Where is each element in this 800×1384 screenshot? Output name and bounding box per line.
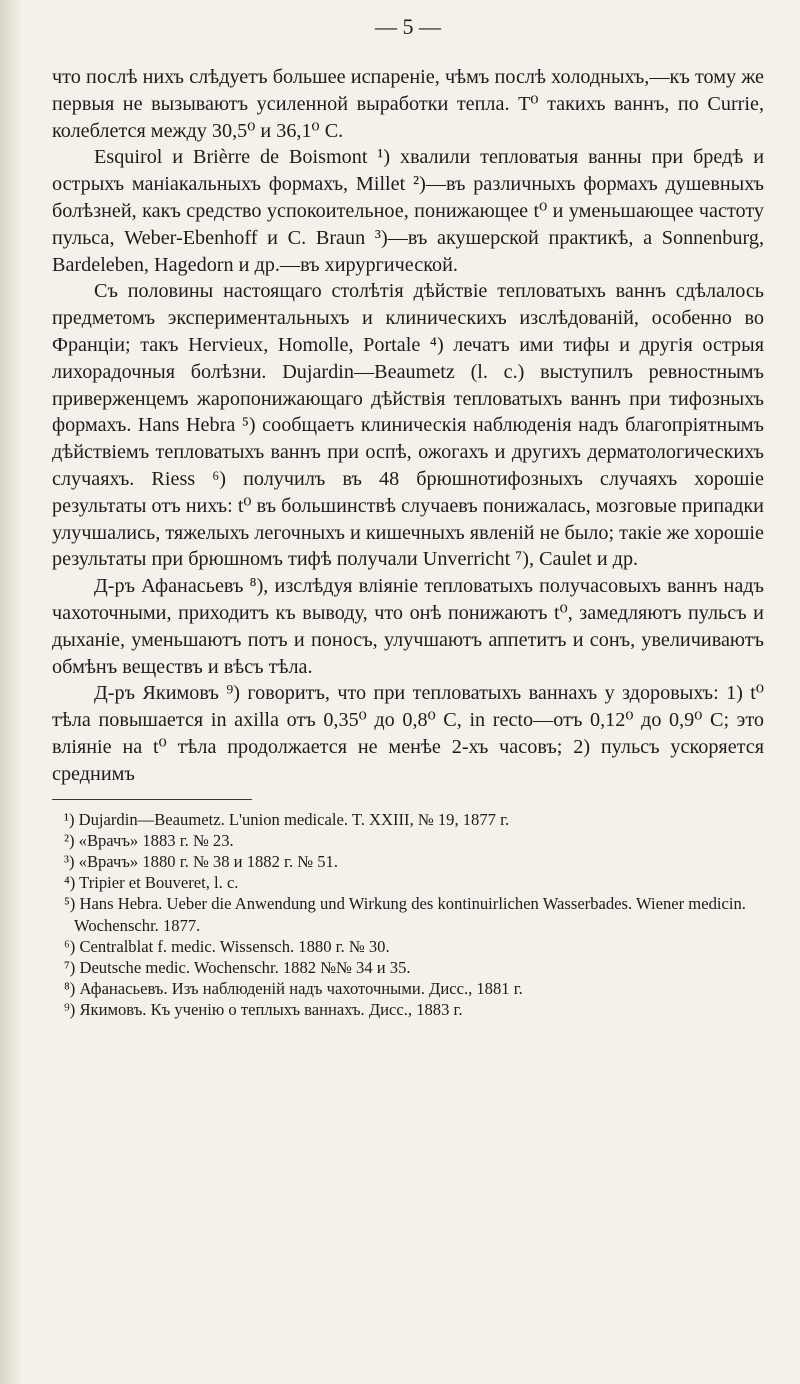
footnote-8: ⁸) Афанасьевъ. Изъ наблюденій надъ чахоточными. Дисс., 1881 г. [64, 979, 523, 999]
footnote-9: ⁹) Якимовъ. Къ ученію о теплыхъ ваннахъ. Дисс., 1883 г. [64, 1000, 463, 1020]
page-number: — 5 — [375, 14, 441, 39]
footnote-5: ⁵) Hans Hebra. Ueber die Anwendung und Wirkung des kontinuirlichen Wasserbades. Wiener medicin. Wochenschr. 1877. [64, 894, 746, 935]
document-page [52, 14, 764, 1021]
paragraph-2: Esquirol и Brièrre de Boismont ¹) хвалили тепловатыя ванны при бредѣ и острыхъ маніакальныхъ формахъ, Millet ²)—въ различныхъ формахъ душевныхъ болѣзней, какъ средство успокоительное, понижающее t⁰ и уменьшающее частоту пульса, Weber-Ebenhoff и C. Braun ³)—въ акушерской практикѣ, а Sonnenburg, Bardeleben, Hagedorn и др.—въ хирургической. [52, 146, 764, 276]
footnote-7: ⁷) Deutsche medic. Wochenschr. 1882 №№ 34 и 35. [64, 957, 411, 977]
paragraph-3: Съ половины настоящаго столѣтія дѣйствіе тепловатыхъ ваннъ сдѣлалось предметомъ экспериментальныхъ и клиническихъ изслѣдованій, особенно во Франціи; такъ Hervieux, Homolle, Portale ⁴) лечатъ ими тифы и другія острыя лихорадочныя болѣзни. Dujardin—Beaumetz (l. c.) выступилъ ревностнымъ приверженцемъ жаропонижающаго дѣйствія тепловатыхъ ваннъ при тифозныхъ формахъ. Hans Hebra ⁵) сообщаетъ клиническія наблюденія надъ благопріятнымъ дѣйствіемъ тепловатыхъ ваннъ при оспѣ, ожогахъ и другихъ дерматологическихъ случаяхъ. Riess ⁶) получилъ въ 48 брюшнотифозныхъ случаяхъ хорошіе результаты отъ нихъ: t⁰ въ большинствѣ случаевъ понижалась, мозговые припадки улучшались, тяжелыхъ легочныхъ и кишечныхъ явленій не было; такіе же хорошіе результаты при брюшномъ тифѣ получали Unverricht ⁷), Caulet и др. [52, 280, 764, 571]
footnote-separator [52, 799, 252, 800]
footnotes [52, 809, 764, 1021]
paragraph-5: Д-ръ Якимовъ ⁹) говоритъ, что при тепловатыхъ ваннахъ у здоровыхъ: 1) t⁰ тѣла повышается in axilla отъ 0,35⁰ до 0,8⁰ C, in recto—отъ 0,12⁰ до 0,9⁰ C; это вліяніе на t⁰ тѣла продолжается не менѣе 2-хъ часовъ; 2) пульсъ ускоряется среднимъ [52, 682, 764, 785]
footnote-2: ²) «Врачъ» 1883 г. № 23. [64, 830, 234, 850]
footnote-6: ⁶) Centralblat f. medic. Wissensch. 1880 г. № 30. [64, 936, 390, 956]
page-edge-shadow [0, 0, 22, 1384]
paragraph-1: что послѣ нихъ слѣдуетъ большее испареніе, чѣмъ послѣ холодныхъ,—къ тому же первыя не вызываютъ усиленной выработки тепла. T⁰ такихъ ваннъ, по Currie, колеблется между 30,5⁰ и 36,1⁰ C. [52, 66, 764, 142]
footnote-4: ⁴) Tripier et Bouveret, l. c. [64, 873, 239, 893]
footnote-1: ¹) Dujardin—Beaumetz. L'union medicale. T. XXIII, № 19, 1877 г. [64, 809, 510, 829]
footnote-3: ³) «Врачъ» 1880 г. № 38 и 1882 г. № 51. [64, 851, 338, 871]
paragraph-4: Д-ръ Афанасьевъ ⁸), изслѣдуя вліяніе тепловатыхъ получасовыхъ ваннъ надъ чахоточными, приходитъ къ выводу, что онѣ понижаютъ t⁰, замедляютъ пульсъ и дыханіе, уменьшаютъ потъ и поносъ, улучшаютъ аппетитъ и сонъ, увеличиваютъ обмѣнъ веществъ и вѣсъ тѣла. [52, 575, 764, 678]
